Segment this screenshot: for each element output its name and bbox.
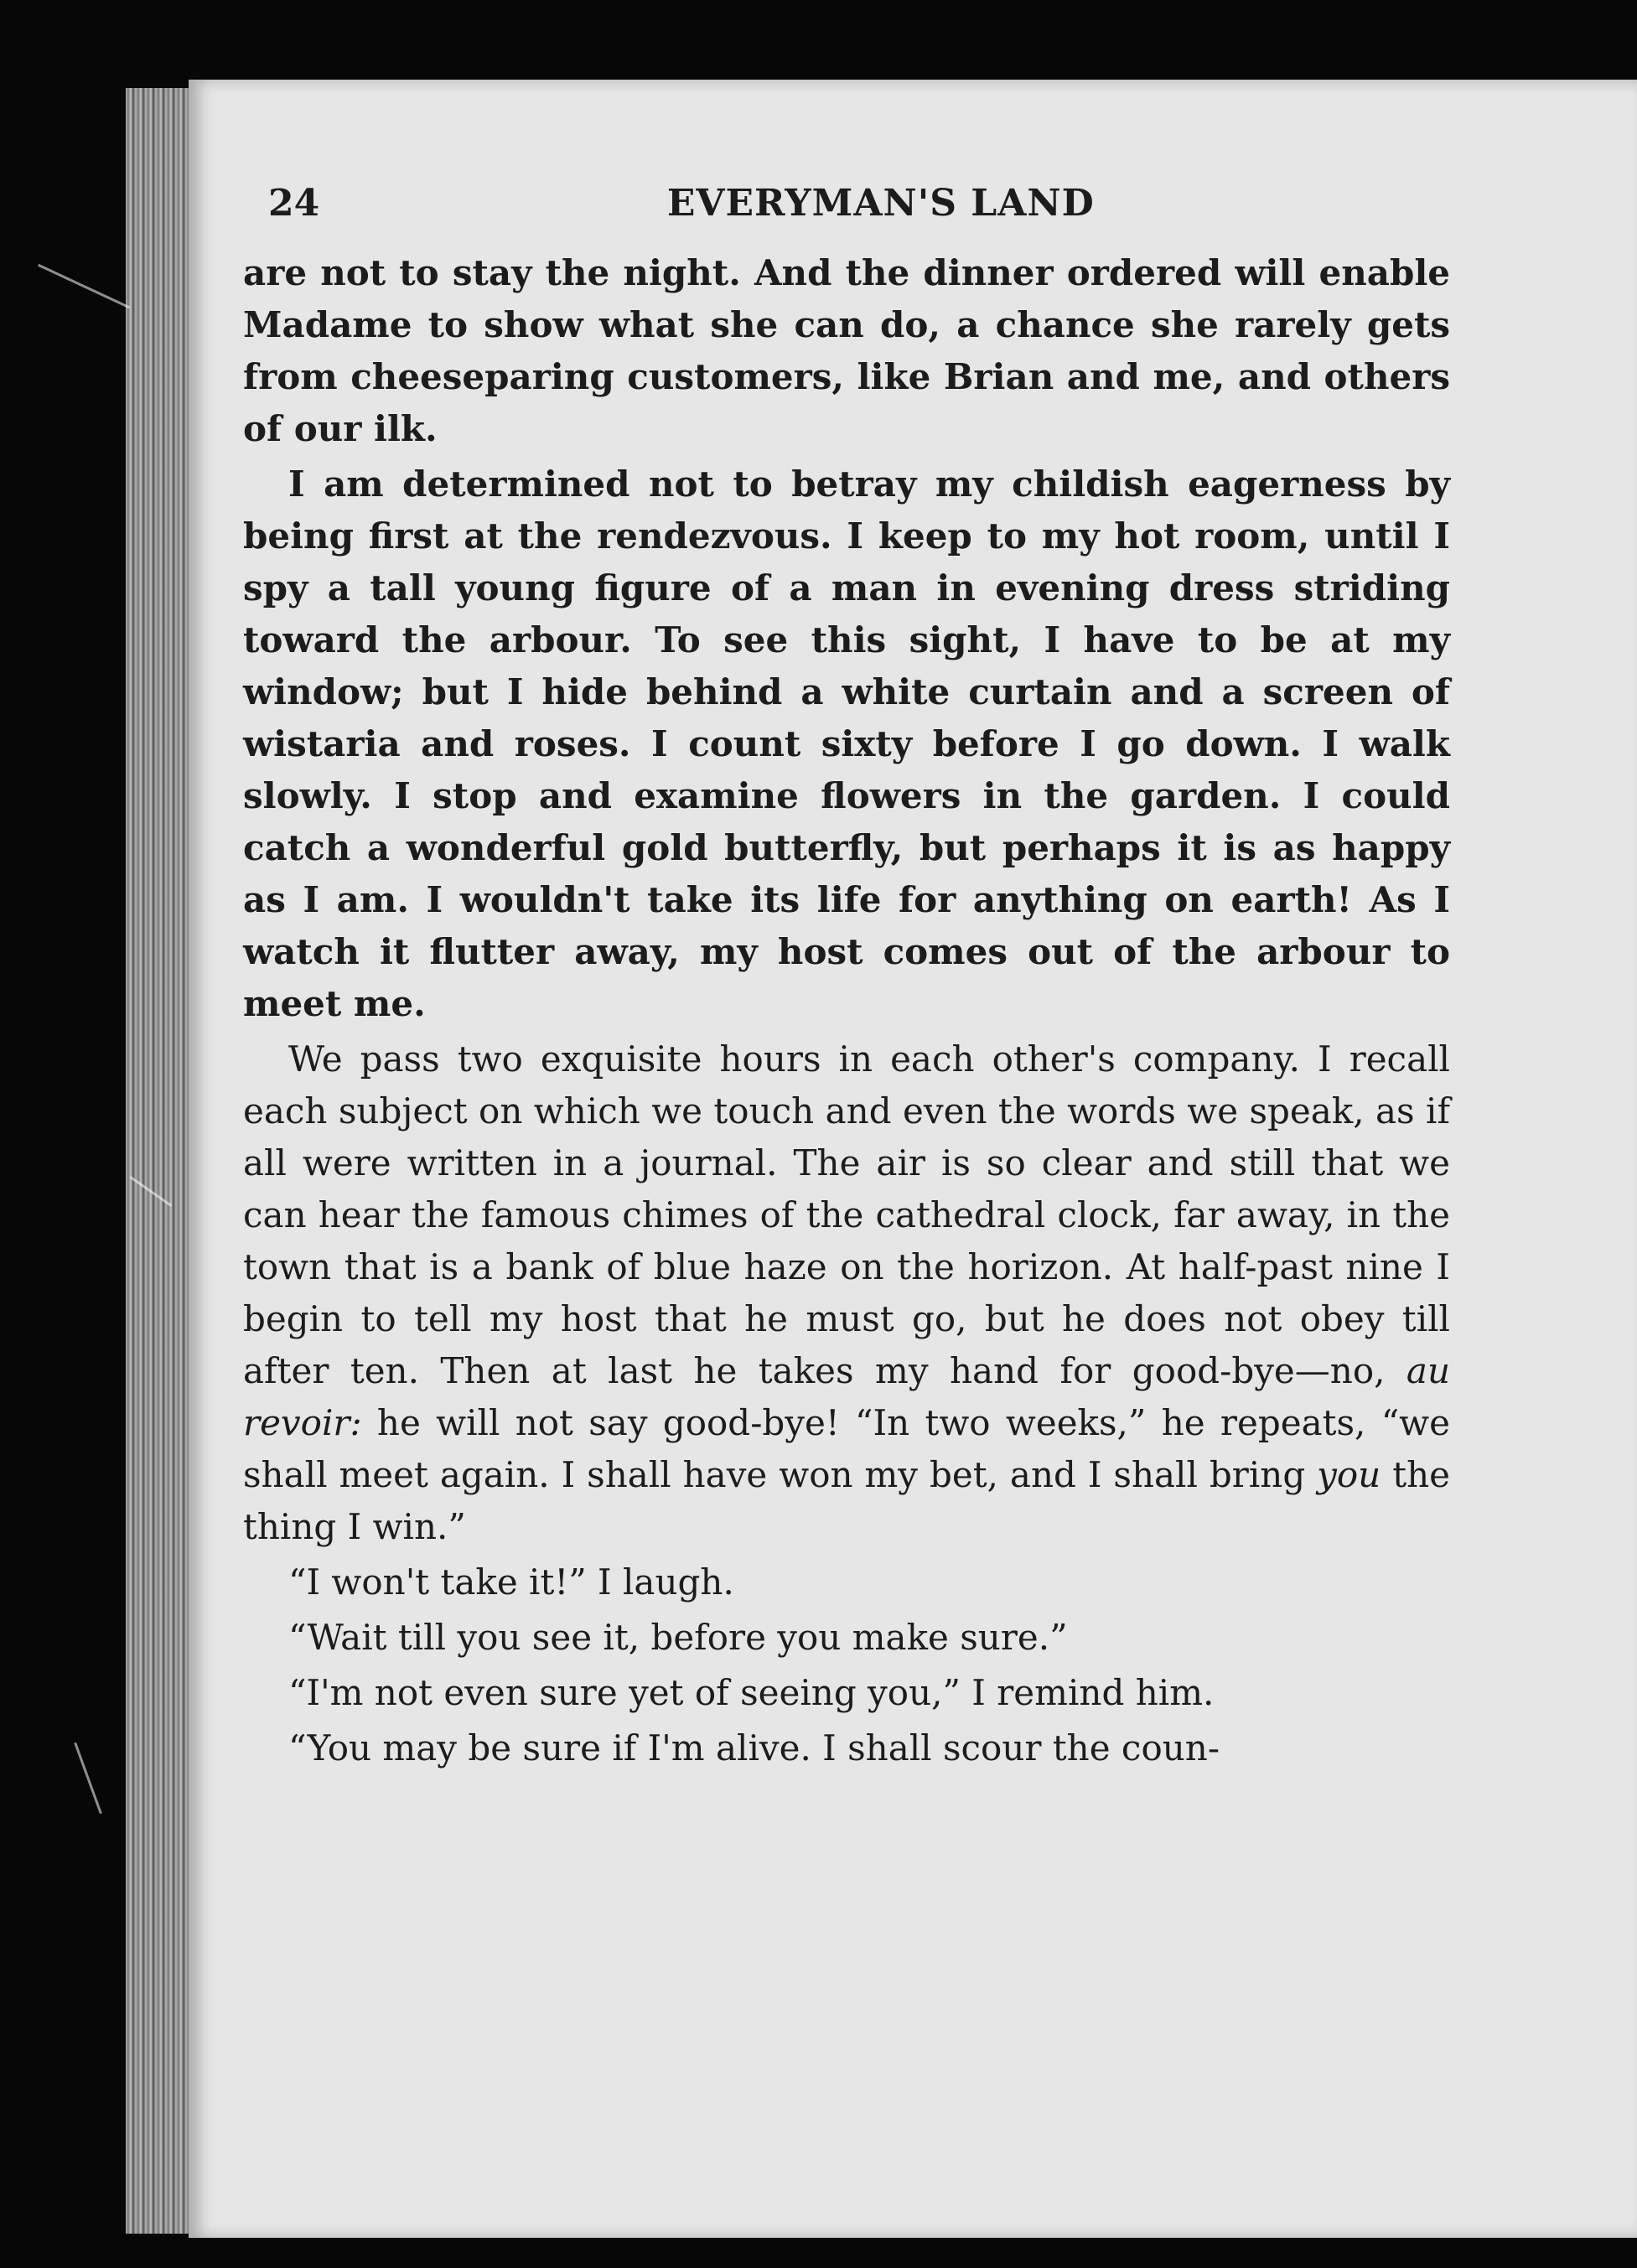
scan-mark	[38, 264, 130, 308]
italic-word: you	[1317, 1454, 1381, 1495]
page-number: 24	[268, 181, 320, 225]
paragraph: “Wait till you see it, before you make sure.”	[288, 1617, 1068, 1658]
page-header	[243, 159, 1450, 247]
scan-mark	[74, 1742, 102, 1815]
italic-phrase: au revoir:	[243, 1350, 1450, 1443]
paragraph-text: We pass two exquisite hours in each other's company. I recall each subject on which we touch and even the words we speak, as if all were written in a journal. The air is so clear and still that we can hear the famous chimes of the cathedral clock, far away, in the town that is a bank of blue haze on the horizon. At half-past nine I begin to tell my host that he must go, but he does not obey till after ten. Then at last he takes my hand for good-bye—no,	[243, 1038, 1450, 1391]
page-body	[243, 159, 1450, 1953]
paragraph	[243, 1033, 1450, 1553]
paragraph-text: the thing I win.”	[243, 1454, 1450, 1547]
body-text	[243, 247, 1450, 1774]
paragraph: “I won't take it!” I laugh.	[288, 1561, 734, 1603]
paragraph: I am determined not to betray my childish eagerness by being first at the rendezvous. I keep to my hot room, until I spy a tall young figure of a man in evening dress striding toward the arbour. To see this sight, I have to be at my window; but I hide behind a white curtain and a screen of wistaria and roses. I count sixty before I go down. I walk slowly. I stop and examine flowers in the garden. I could catch a wonderful gold butterfly, but perhaps it is as happy as I am. I wouldn't take its life for anything on earth! As I watch it flutter away, my host comes out of the arbour to meet me.	[243, 463, 1450, 1024]
paragraph: “I'm not even sure yet of seeing you,” I remind him.	[288, 1672, 1215, 1713]
paragraph-text: he will not say good-bye! “In two weeks,” he repeats, “we shall meet again. I shall have won my bet, and I shall bring	[243, 1402, 1450, 1495]
running-title: EVERYMAN'S LAND	[666, 181, 1095, 225]
paragraph: are not to stay the night. And the dinner ordered will enable Madame to show what she can do, a chance she rarely gets from cheeseparing customers, like Brian and me, and others of our ilk.	[243, 252, 1450, 449]
paragraph: “You may be sure if I'm alive. I shall scour the coun-	[288, 1727, 1220, 1768]
